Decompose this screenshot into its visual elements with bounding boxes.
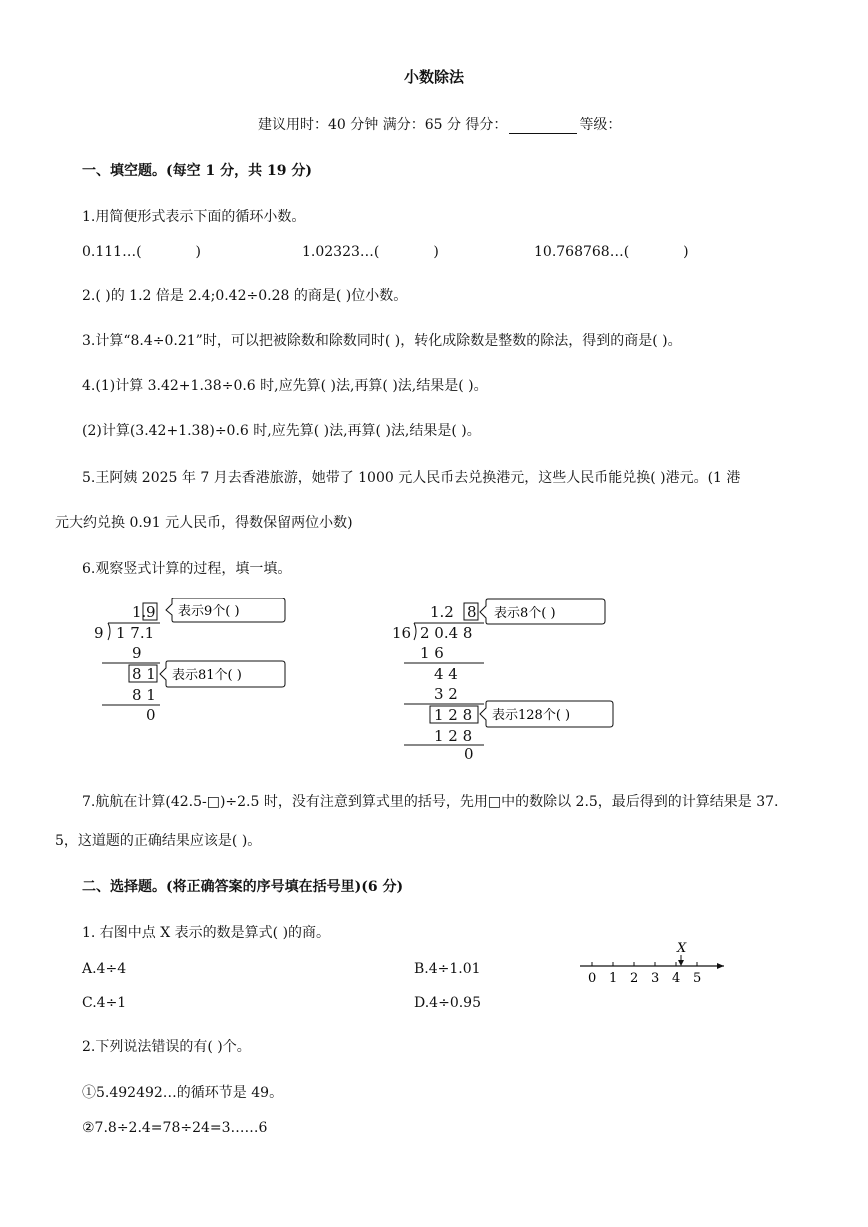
point-x-arrowhead [678, 960, 684, 966]
q6-text: 6.观察竖式计算的过程，填一填。 [82, 561, 292, 577]
exam-info-text: 建议用时：40 分钟 满分：65 分 得分： [258, 117, 508, 133]
div1-bracket [108, 623, 110, 640]
div1-callout2-text: 表示81个( ) [172, 668, 242, 683]
q1-b-text: 1.02323…( [302, 244, 380, 260]
div1-row: 8 1 [132, 686, 156, 704]
div2-row: 1 2 8 [434, 727, 473, 745]
div2-quotient: 1.2 [430, 603, 454, 621]
long-division-1 [80, 598, 300, 728]
option-b[interactable]: B.4÷1.01 [414, 961, 481, 977]
q7-line2: 5，这道题的正确结果应该是( )。 [55, 833, 262, 849]
div2-divisor: 16 [392, 624, 412, 642]
div2-row: 3 2 [434, 685, 458, 703]
q5-line2: 元大约兑换 0.91 元人民币，得数保留两位小数) [55, 515, 353, 531]
q4b-text: (2)计算(3.42+1.38)÷0.6 时,应先算( )法,再算( )法,结果是( )。 [82, 423, 481, 439]
q2-text: 2.( )的 1.2 倍是 2.4;0.42÷0.28 的商是( )位小数。 [82, 288, 408, 304]
div1-row: 9 [132, 644, 142, 662]
q1-c-close: ) [683, 244, 689, 260]
div1-quotient: 1. [132, 603, 147, 621]
div1-divisor: 9 [94, 624, 104, 642]
q1-text: 1.用简便形式表示下面的循环小数。 [82, 209, 306, 225]
div2-row: 4 4 [434, 665, 458, 683]
option-c[interactable]: C.4÷1 [82, 995, 127, 1011]
div2-callout2 [480, 701, 613, 727]
number-line-tick-label: 0 [588, 971, 597, 986]
q1-a-close: ) [195, 244, 202, 260]
q4a-text: 4.(1)计算 3.42+1.38÷0.6 时,应先算( )法,再算( )法,结果是( )。 [82, 378, 488, 394]
div2-quotient-digit: 8 [467, 603, 477, 621]
point-x-label: X [677, 941, 687, 956]
page-title: 小数除法 [403, 68, 464, 86]
statement-1: ①5.492492…的循环节是 49。 [82, 1085, 284, 1101]
option-a[interactable]: A.4÷4 [82, 961, 127, 977]
div1-callout2 [160, 661, 285, 687]
div2-row: 1 6 [420, 644, 444, 662]
div1-callout1-text: 表示9个( ) [178, 604, 240, 619]
q1-b [302, 244, 439, 260]
number-line-tick-label: 2 [630, 971, 639, 986]
section2-heading: 二、选择题。(将正确答案的序号填在括号里)(6 分) [82, 879, 404, 895]
div2-row: 1 2 8 [434, 706, 473, 724]
q3-text: 3.计算“8.4÷0.21”时，可以把被除数和除数同时( )，转化成除数是整数的除法，得到的商是( )。 [82, 333, 682, 349]
number-line-tick-label: 1 [609, 971, 618, 986]
exam-info [258, 114, 621, 134]
div2-callout1-text: 表示8个( ) [494, 606, 556, 621]
score-blank[interactable] [509, 119, 577, 134]
number-line-arrow [717, 963, 724, 969]
q1-c-text: 10.768768…( [534, 244, 630, 260]
number-line-tick-label: 3 [651, 971, 660, 986]
option-d[interactable]: D.4÷0.95 [414, 995, 481, 1011]
div1-quotient-digit: 9 [146, 603, 156, 621]
div1-row: 0 [146, 706, 156, 724]
div2-callout2-text: 表示128个( ) [492, 708, 571, 723]
div1-dividend: 1 7.1 [116, 624, 155, 642]
statement-2: ②7.8÷2.4=78÷24=3……6 [82, 1120, 268, 1136]
div2-bracket [414, 623, 416, 640]
q1-c [534, 244, 689, 260]
q1-a-text: 0.111…( [82, 244, 142, 260]
section1-heading: 一、填空题。(每空 1 分，共 19 分) [82, 163, 312, 179]
div2-row: 0 [464, 745, 474, 763]
number-line-tick-label: 4 [672, 971, 681, 986]
div2-dividend: 2 0.4 8 [420, 624, 473, 642]
number-line [576, 938, 732, 990]
grade-label: 等级： [579, 117, 622, 133]
q1-a [82, 244, 201, 260]
q5-line1: 5.王阿姨 2025 年 7 月去香港旅游，她带了 1000 元人民币去兑换港元，这些人民币能兑换( )港元。(1 港 [82, 470, 741, 486]
s2-q1-text: 1. 右图中点 X 表示的数是算式( )的商。 [82, 925, 331, 941]
q7-line1: 7.航航在计算(42.5-□)÷2.5 时，没有注意到算式里的括号，先用□中的数除以 2.5，最后得到的计算结果是 37. [82, 794, 779, 810]
div1-row: 8 1 [132, 665, 156, 683]
q1-b-close: ) [433, 244, 439, 260]
number-line-tick-label: 5 [693, 971, 702, 986]
div2-callout1 [480, 599, 605, 624]
s2-q2-text: 2.下列说法错误的有( )个。 [82, 1039, 251, 1055]
div1-callout1 [166, 598, 285, 622]
long-division-2 [384, 598, 624, 764]
